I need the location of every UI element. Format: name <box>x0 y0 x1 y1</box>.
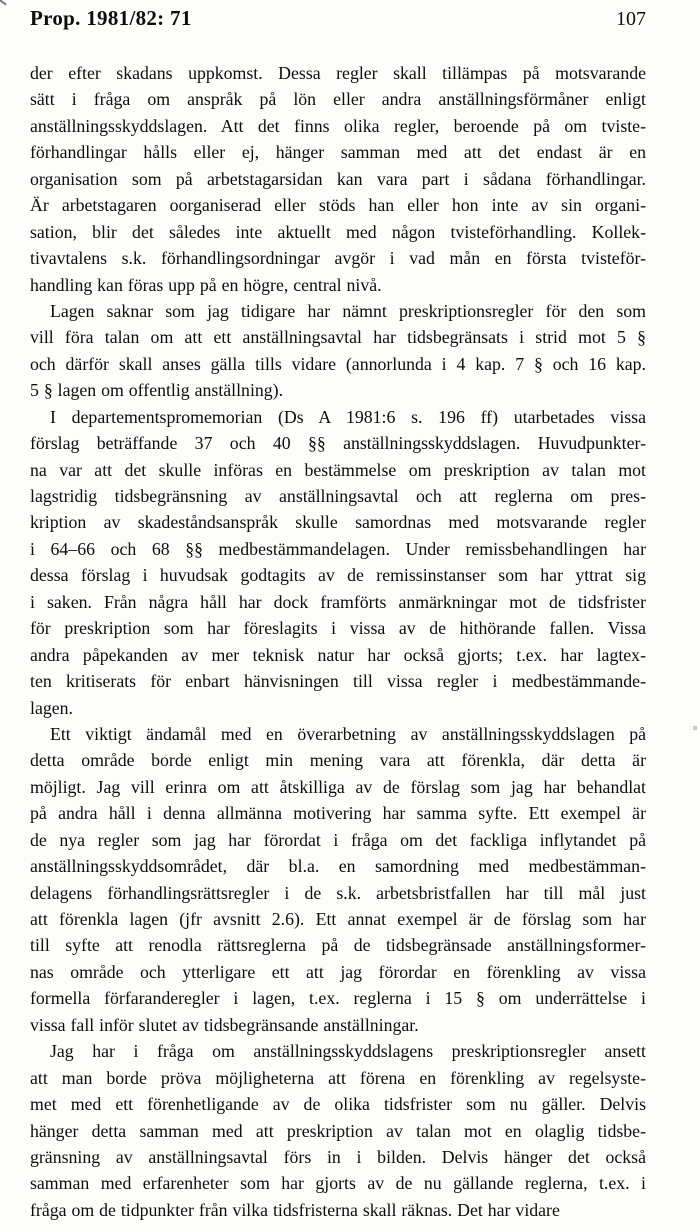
text-line: met med ett förenhetligande av de olika tidsfrister som nu gäller. Delvis <box>30 1094 646 1115</box>
scan-margin-speck <box>693 726 697 730</box>
text-line: andra påpekanden av mer teknisk natur har också gjorts; t.ex. har lagtex- <box>30 644 646 665</box>
text-line: tivavtalens s.k. förhandlingsordningar avgör i vad mån en första tvisteför- <box>30 248 646 269</box>
text-line: lagstridig tidsbegränsning av anställningsavtal och att reglerna om pres- <box>30 486 646 506</box>
text-line: för preskription som har föreslagits i vissa av de hithörande fallen. Vissa <box>30 618 646 639</box>
text-line: på andra håll i denna allmänna motivering har samma syfte. Ett exempel är <box>30 803 646 824</box>
text-line: Är arbetstagaren oorganiserad eller stöds han eller hon inte av sin organi- <box>30 195 646 216</box>
text-line: förslag beträffande 37 och 40 §§ anställningsskyddslagen. Huvudpunkter- <box>30 433 646 454</box>
page-number: 107 <box>616 8 646 30</box>
text-line: der efter skadans uppkomst. Dessa regler skall tillämpas på motsvarande <box>30 63 646 83</box>
text-line: ten kritiserats för enbart hänvisningen till vissa regler i medbestämmande- <box>30 671 646 692</box>
text-line: organisation som på arbetstagarsidan kan vara part i sådana förhandlingar. <box>30 168 646 189</box>
text-line: hänger detta samman med att preskription av talan mot en olaglig tidsbe- <box>30 1120 646 1141</box>
text-line: fråga om de tidpunkter från vilka tidsfristerna skall räknas. Det har vidare <box>30 1199 560 1220</box>
text-line: 5 § lagen om offentlig anställning). <box>30 380 284 401</box>
text-line: delagens förhandlingsrättsregler i de s.k. arbetsbristfallen har till mål just <box>30 882 646 903</box>
paragraph <box>30 721 646 1038</box>
text-line: att man borde pröva möjligheterna att förena en förenkling av regelsyste- <box>30 1067 646 1088</box>
text-line: vissa fall inför slutet av tidsbegränsande anställningar. <box>30 1014 419 1035</box>
text-line: gränsning av anställningsavtal förs in i bilden. Delvis hänger det också <box>30 1146 646 1167</box>
text-line: och därför skall anses gälla tills vidare (annorlunda i 4 kap. 7 § och 16 kap. <box>30 353 646 374</box>
text-line: förhandlingar hålls eller ej, hänger samman med att det endast är en <box>30 142 646 163</box>
paragraph <box>30 1038 646 1223</box>
paragraph <box>30 404 646 721</box>
document-title: Prop. 1981/82: 71 <box>30 6 192 30</box>
text-line: na var att det skulle införas en bestämmelse om preskription av talan mot <box>30 459 646 480</box>
text-line: till syfte att renodla rättsreglerna på de tidsbegränsade anställningsformer- <box>30 935 646 956</box>
text-line: Lagen saknar som jag tidigare har nämnt preskriptionsregler för den som <box>50 300 646 321</box>
text-line: formella förfaranderegler i lagen, t.ex. reglerna i 15 § om underrättelse i <box>30 988 646 1009</box>
paragraph <box>30 298 646 404</box>
scan-corner-mark <box>0 0 7 6</box>
text-line: sätt i fråga om anspråk på lön eller andra anställningsförmåner enligt <box>30 89 646 110</box>
text-line: anställningsskyddsområdet, där bl.a. en samordning med medbestämman- <box>30 856 646 877</box>
text-line: nas område och ytterligare ett att jag förordar en förenkling av vissa <box>30 961 646 982</box>
text-line: i 64–66 och 68 §§ medbestämmandelagen. Under remissbehandlingen har <box>30 538 646 559</box>
text-line: anställningsskyddslagen. Att det finns olika regler, beroende på om tviste- <box>30 115 646 136</box>
text-line: dessa förslag i huvudsak godtagits av de remissinstanser som har yttrat sig <box>30 565 646 586</box>
text-line: samman med erfarenheter som har gjorts av de nu gällande reglerna, t.ex. i <box>30 1173 646 1194</box>
text-line: Ett viktigt ändamål med en överarbetning av anställningsskyddslagen på <box>50 723 646 744</box>
text-line: de nya regler som jag har förordat i fråga om det fackliga inflytandet på <box>30 829 646 850</box>
text-line: i saken. Från några håll har dock framförts anmärkningar mot de tidsfrister <box>30 591 646 612</box>
text-line: vill föra talan om att ett anställningsavtal har tidsbegränsats i strid mot 5 § <box>30 327 646 348</box>
text-line: Jag har i fråga om anställningsskyddslagens preskriptionsregler ansett <box>50 1041 646 1062</box>
text-line: att förenkla lagen (jfr avsnitt 2.6). Ett annat exempel är de förslag som har <box>30 909 646 929</box>
text-line: kription av skadeståndsanspråk skulle samordnas med motsvarande regler <box>30 512 646 533</box>
text-line: sation, blir det således inte aktuellt med någon tvisteförhandling. Kollek- <box>30 221 646 242</box>
document-body <box>30 60 646 1223</box>
page-header <box>30 6 646 31</box>
paragraph <box>30 60 646 298</box>
text-line: handling kan föras upp på en högre, central nivå. <box>30 274 382 295</box>
text-line: lagen. <box>30 697 73 718</box>
text-line: I departementspromemorian (Ds A 1981:6 s. 196 ff) utarbetades vissa <box>50 406 646 427</box>
text-line: möjligt. Jag vill erinra om att åtskilliga av de förslag som jag har behandlat <box>30 776 646 797</box>
text-line: detta område borde enligt min mening vara att förenkla, där detta är <box>30 750 646 771</box>
